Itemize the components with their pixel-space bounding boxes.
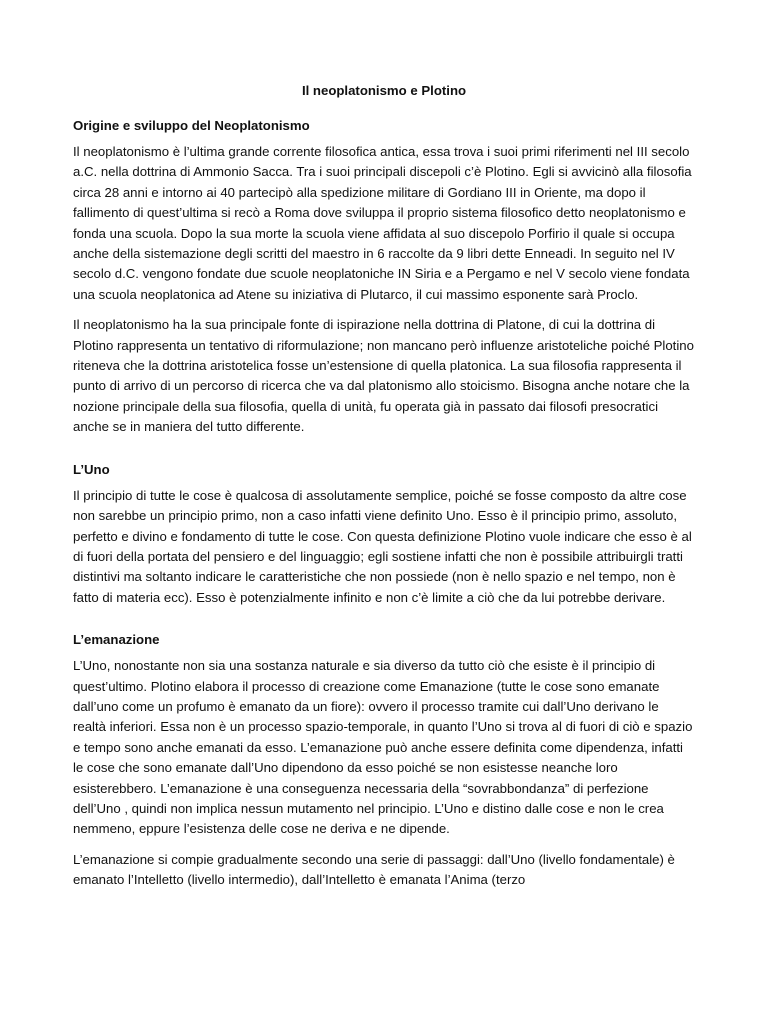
- paragraph: L’emanazione si compie gradualmente secondo una serie di passaggi: dall’Uno (livello fondamentale) è emanato l’Intelletto (livello intermedio), dall’Intelletto è emanata l’Anima (terzo: [73, 851, 675, 888]
- section-uno: [73, 460, 695, 608]
- section-heading: L’emanazione: [73, 632, 160, 648]
- document-body: [73, 116, 695, 901]
- section-origine: [73, 116, 695, 438]
- paragraph: Il neoplatonismo ha la sua principale fonte di ispirazione nella dottrina di Platone, di cui la dottrina di Plotino rappresenta un tentativo di riformulazione; non mancano però influenze aristoteliche poiché Plotino riteneva che la dottrina aristotelica fosse un’estensione di quella platonica. La sua filosofia rappresenta il punto di arrivo di un percorso di ricerca che va dal platonismo allo stoicismo. Bisogna anche notare che la nozione principale della sua filosofia, quella di unità, fu operata già in passato dai filosofi presocratici anche se in maniera del tutto differente.: [73, 317, 694, 435]
- section-heading: L’Uno: [73, 461, 110, 477]
- section-heading: Origine e sviluppo del Neoplatonismo: [73, 118, 310, 133]
- section-emanazione: [73, 630, 695, 890]
- paragraph: Il principio di tutte le cose è qualcosa di assolutamente semplice, poiché se fosse composto da altre cose non sarebbe un principio primo, non a caso infatti viene definito Uno. Esso è il principio primo, assoluto, perfetto e divino e fondamento di tutte le cose. Con questa definizione Plotino vuole indicare che esso è al di fuori della portata del pensiero e del linguaggio; egli sostiene infatti che non è possibile attribuirgli tratti distintivi ma soltanto indicare le caratteristiche che non possiede (non è nello spazio e nel tempo, non è fatto di materia ecc). Esso è potenzialmente infinito e non c’è limite a ciò che da lui potrebbe derivare.: [73, 487, 692, 605]
- document-title: Il neoplatonismo e Plotino: [301, 83, 467, 98]
- paragraph: L’Uno, nonostante non sia una sostanza naturale e sia diverso da tutto ciò che esiste è il principio di quest’ultimo. Plotino elabora il processo di creazione come Emanazione (tutte le cose sono emanate dall’uno come un profumo è emanato da un fiore): ovvero il processo tramite cui dall’Uno derivano le realtà inferiori. Essa non è un processo spazio-temporale, in quanto l’Uno si trova al di fuori di ciò e spazio e tempo sono anche emanati da esso. L’emanazione può anche essere definita come dipendenza, infatti le cose che sono emanate dall’Uno dipendono da esso poiché se non esistesse neanche loro esisterebbero. L’emanazione è una conseguenza necessaria della “sovrabbondanza” di perfezione dell’Uno , quindi non implica nessun mutamento nel principio. L’Uno e distino dalle cose e non le crea nemmeno, eppure l’esistenza delle cose ne deriva e ne dipende.: [73, 658, 693, 837]
- paragraph: Il neoplatonismo è l’ultima grande corrente filosofica antica, essa trova i suoi primi riferimenti nel III secolo a.C. nella dottrina di Ammonio Sacca. Tra i suoi principali discepoli c’è Plotino. Egli si avvicinò alla filosofia circa 28 anni e intorno ai 40 partecipò alla spedizione militare di Gordiano III in Oriente, ma dopo il fallimento di quest’ultima si recò a Roma dove sviluppa il proprio sistema filosofico detto neoplatonismo e fonda una scuola. Dopo la sua morte la scuola viene affidata al suo discepolo Porfirio il quale si occupa anche della sistemazione degli scritti del maestro in 6 raccolte da 9 libri dette Enneadi. In seguito nel IV secolo d.C. vengono fondate due scuole neoplatoniche IN Siria e a Pergamo e nel V secolo viene fondata una scuola neoplatonica ad Atene su iniziativa di Plutarco, il cui massimo esponente sarà Proclo.: [73, 144, 692, 302]
